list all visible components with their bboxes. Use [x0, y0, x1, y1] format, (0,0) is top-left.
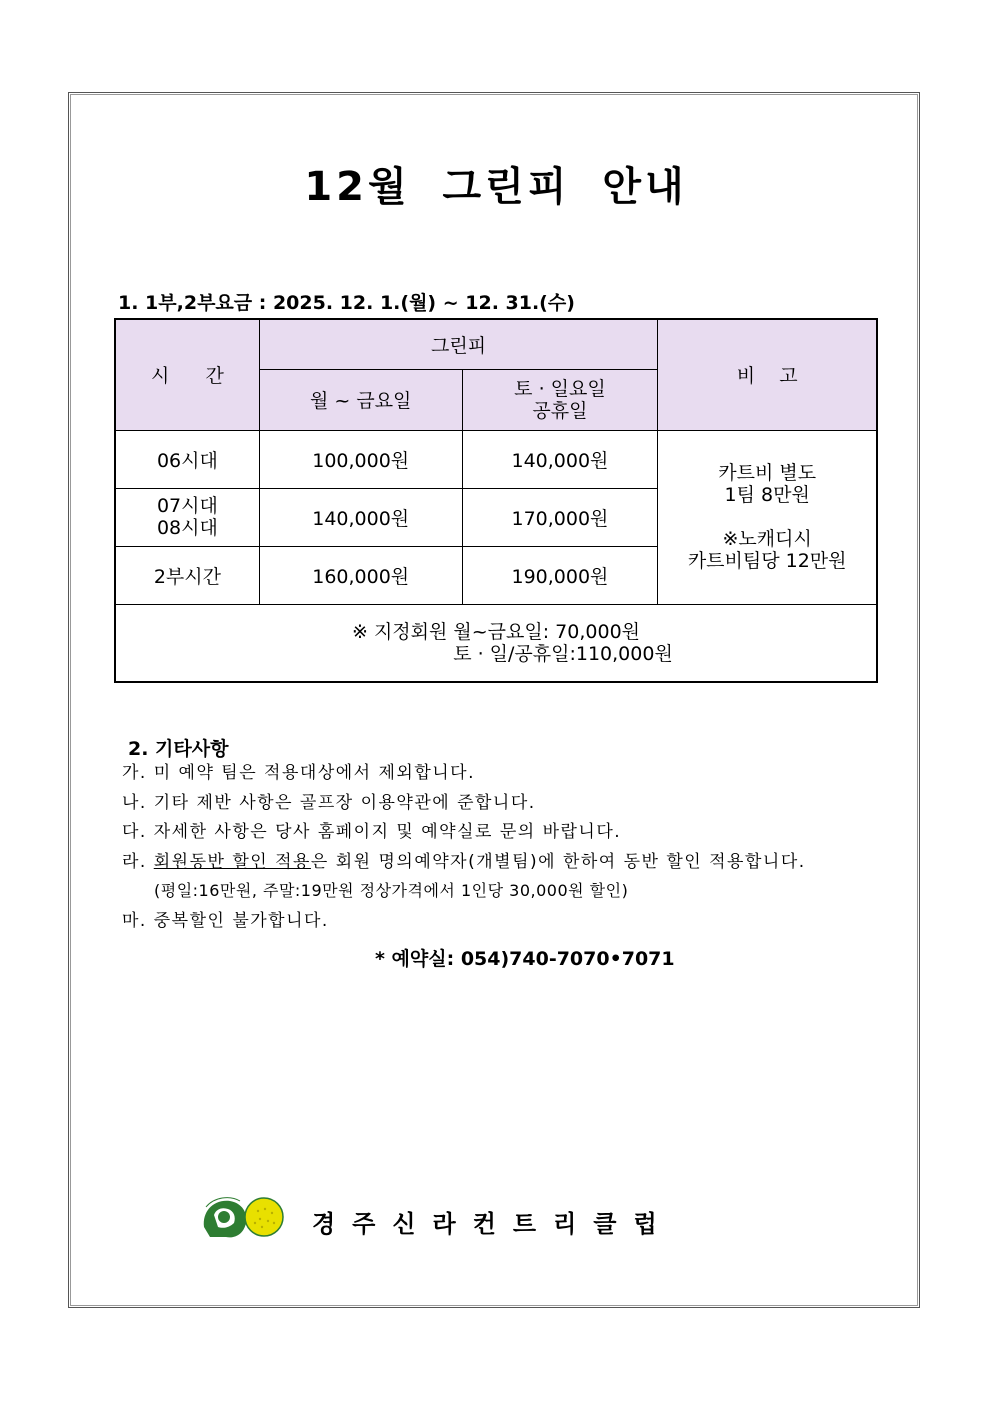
page-title: 12월 그린피 안내: [304, 164, 688, 210]
list-item: 나. 기타 제반 사항은 골프장 이용약관에 준합니다.: [122, 792, 536, 813]
list-item: 다. 자세한 사항은 당사 홈페이지 및 예약실로 문의 바랍니다.: [122, 822, 622, 842]
header-greenfee: 그린피: [259, 319, 657, 369]
header-weekend: 토 · 일요일 공휴일: [462, 369, 658, 430]
green-fee-table: [114, 318, 878, 683]
club-logo: [200, 1193, 288, 1241]
row-weekend-fee: 140,000원: [462, 430, 658, 488]
discount-term: 회원동반 할인 적용: [153, 851, 311, 872]
notice-list: [122, 760, 806, 937]
club-name: 경주신라컨트리클럽: [312, 1210, 674, 1238]
section1-heading: 1. 1부,2부요금 : 2025. 12. 1.(월) ~ 12. 31.(수): [118, 292, 575, 314]
reservation-contact: * 예약실: 054)740-7070•7071: [375, 948, 675, 970]
row-weekend-fee: 190,000원: [462, 546, 658, 604]
list-item-sub: (평일:16만원, 주말:19만원 정상가격에서 1인당 30,000원 할인): [154, 881, 629, 900]
cart-fee-note: 카트비 별도 1팀 8만원 ※노캐디시 카트비팀당 12만원: [658, 430, 877, 604]
header-note: 비 고: [658, 319, 877, 430]
list-item: 가. 미 예약 팀은 적용대상에서 제외합니다.: [122, 763, 476, 783]
section2-heading: 2. 기타사항: [128, 738, 229, 760]
row-time: 2부시간: [115, 546, 259, 604]
row-time: 07시대 08시대: [115, 488, 259, 546]
page-border-inner: [70, 94, 918, 1306]
row-time: 06시대: [115, 430, 259, 488]
member-fee-note: ※ 지정회원 월~금요일: 70,000원 토 · 일/공휴일:110,000원: [115, 604, 877, 682]
table-row: [115, 430, 877, 488]
list-item: 마. 중복할인 불가합니다.: [122, 910, 329, 931]
header-weekday: 월 ~ 금요일: [259, 369, 462, 430]
list-item: 라. 회원동반 할인 적용은 회원 명의예약자(개별팀)에 한하여 동반 할인 적용합니다.: [122, 851, 806, 872]
row-weekday-fee: 160,000원: [259, 546, 462, 604]
header-time: 시 간: [115, 319, 259, 430]
row-weekday-fee: 140,000원: [259, 488, 462, 546]
row-weekend-fee: 170,000원: [462, 488, 658, 546]
row-weekday-fee: 100,000원: [259, 430, 462, 488]
